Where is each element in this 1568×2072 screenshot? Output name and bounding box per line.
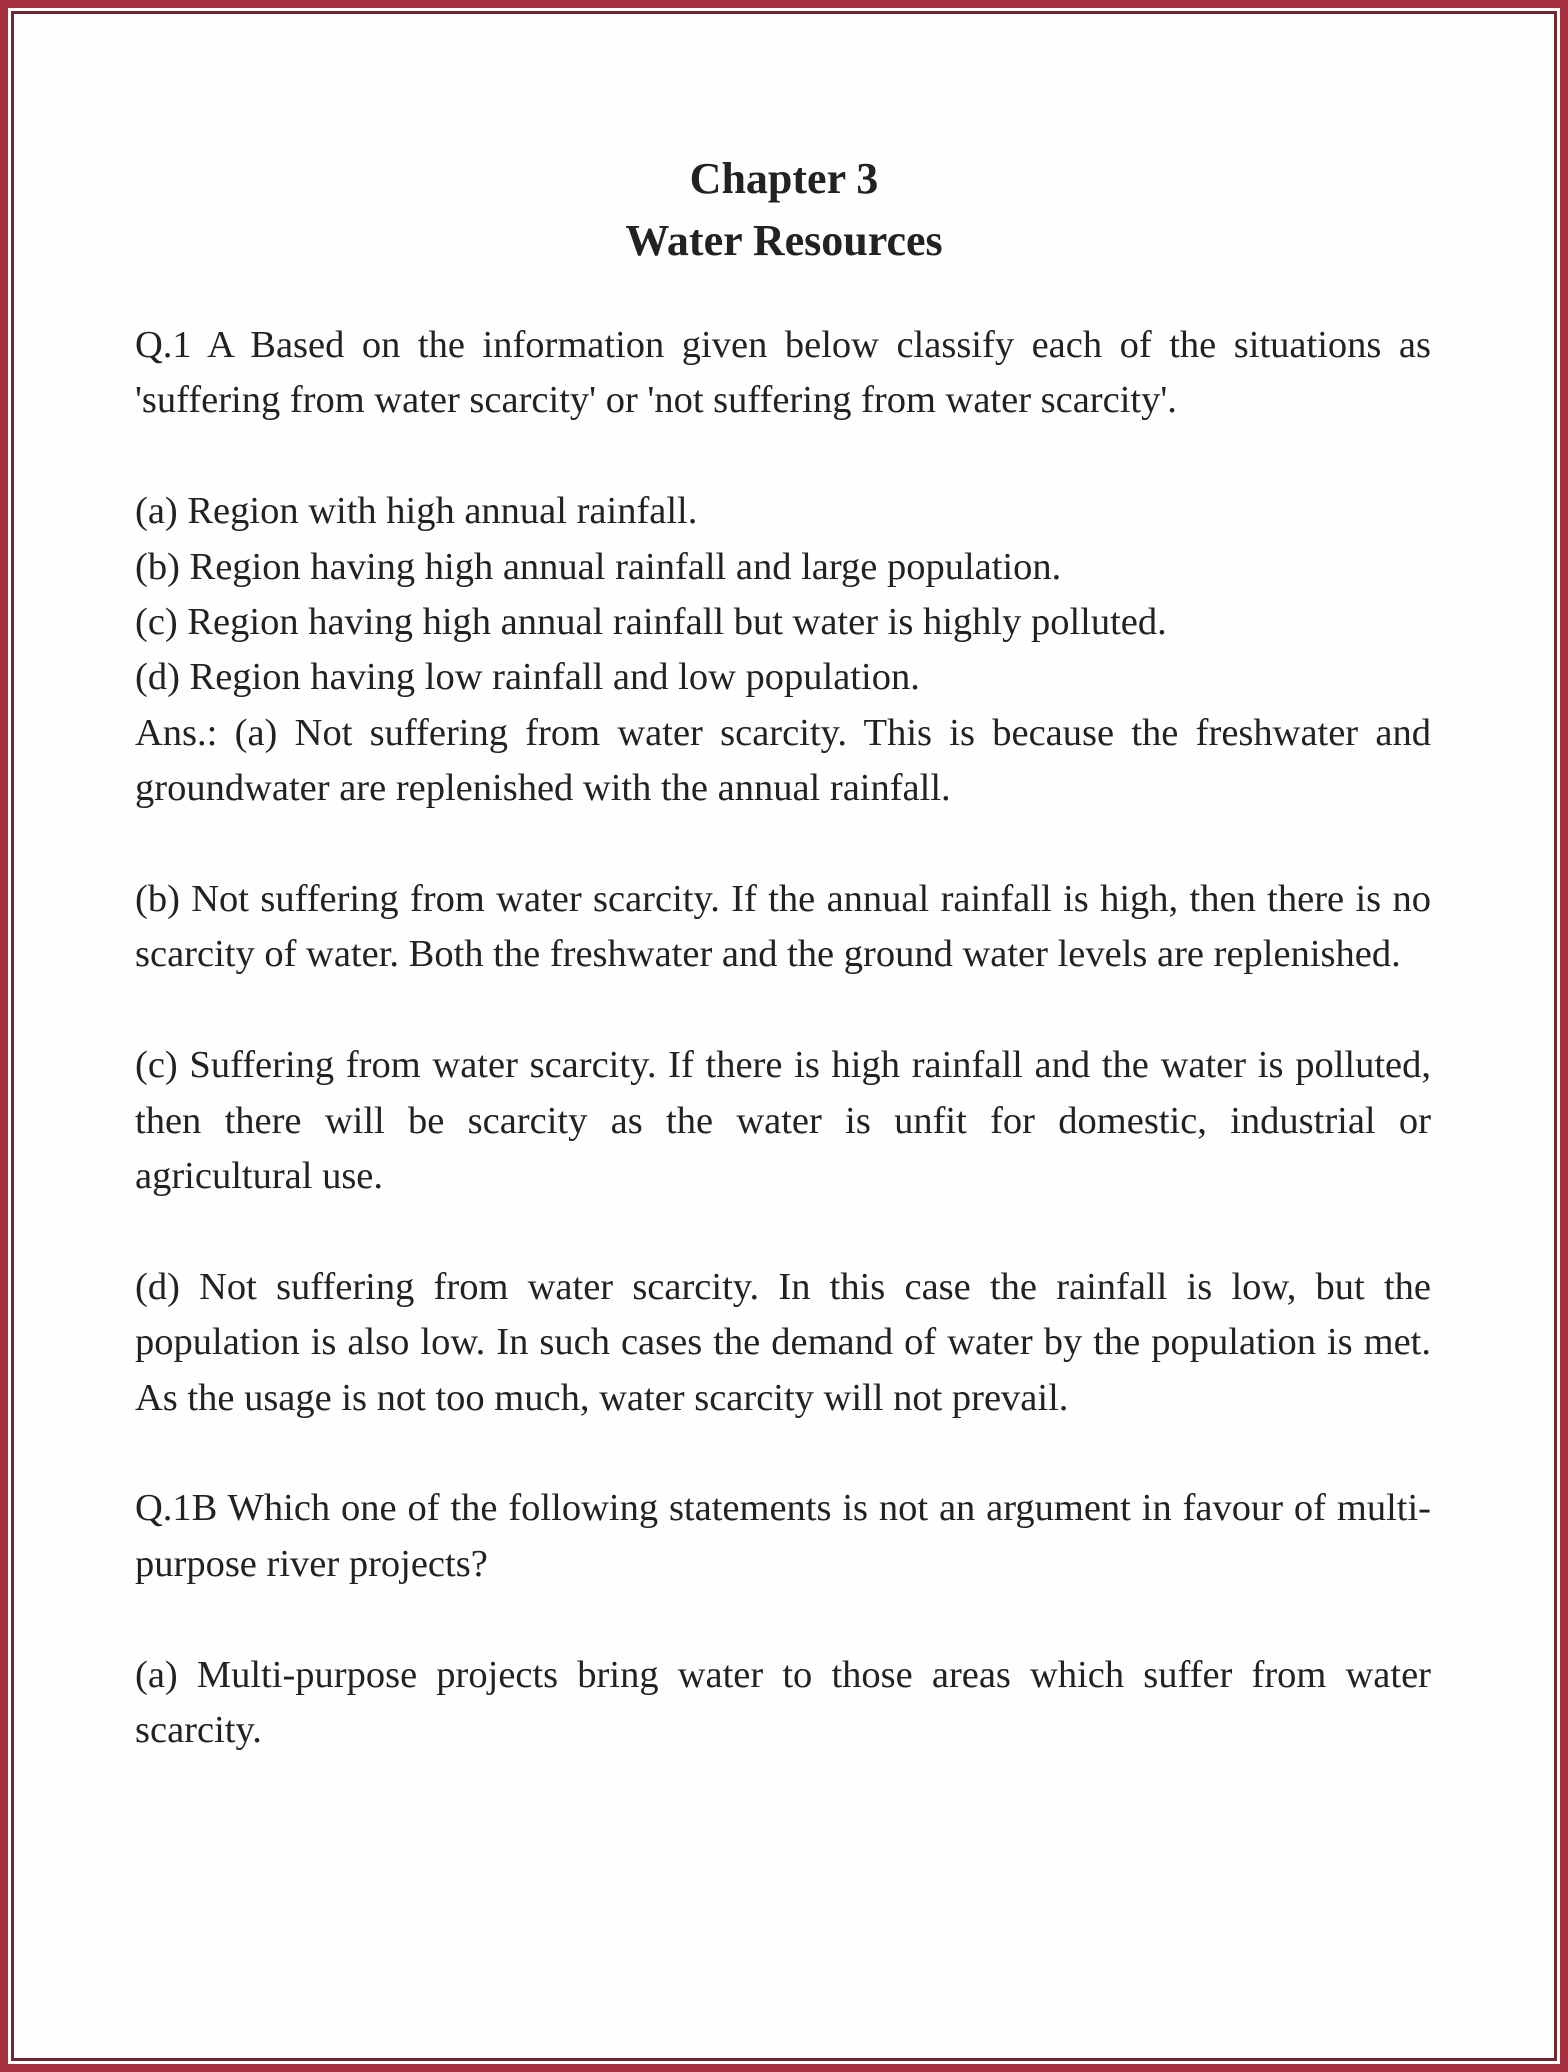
chapter-heading: [14, 148, 1554, 272]
option-d: (d) Region having low rainfall and low population.: [135, 656, 920, 699]
q1b-option-a: (a) Multi-purpose projects bring water to those areas which suffer from water scarcity.: [135, 1653, 1431, 1752]
question-1a: Q.1 A Based on the information given below classify each of the situations as 'suffering from water scarcity' or 'not suffering from water scarcity'.: [135, 324, 1431, 422]
answer-b: (b) Not suffering from water scarcity. If the annual rainfall is high, then there is no scarcity of water. Both the freshwater and the ground water levels are replenished.: [135, 878, 1431, 976]
question-1b: Q.1B Which one of the following statements is not an argument in favour of multi-purpose river projects?: [135, 1487, 1431, 1585]
answer-c: (c) Suffering from water scarcity. If there is high rainfall and the water is polluted, then there will be scarcity as the water is unfit for domestic, industrial or agricultural use.: [135, 1044, 1431, 1198]
answer-a: Ans.: (a) Not suffering from water scarcity. This is because the freshwater and groundwater are replenished with the annual rainfall.: [135, 711, 1431, 810]
answer-d: (d) Not suffering from water scarcity. In this case the rainfall is low, but the population is also low. In such cases the demand of water by the population is met. As the usage is not too much, water scarcity will not prevail.: [135, 1265, 1431, 1419]
option-b: (b) Region having high annual rainfall and large population.: [135, 545, 1062, 588]
chapter-title: Water Resources: [625, 216, 943, 265]
option-a: (a) Region with high annual rainfall.: [135, 490, 698, 533]
chapter-number: Chapter 3: [689, 154, 879, 203]
document-body: [135, 318, 1431, 1814]
option-c: (c) Region having high annual rainfall but water is highly polluted.: [135, 601, 1167, 644]
